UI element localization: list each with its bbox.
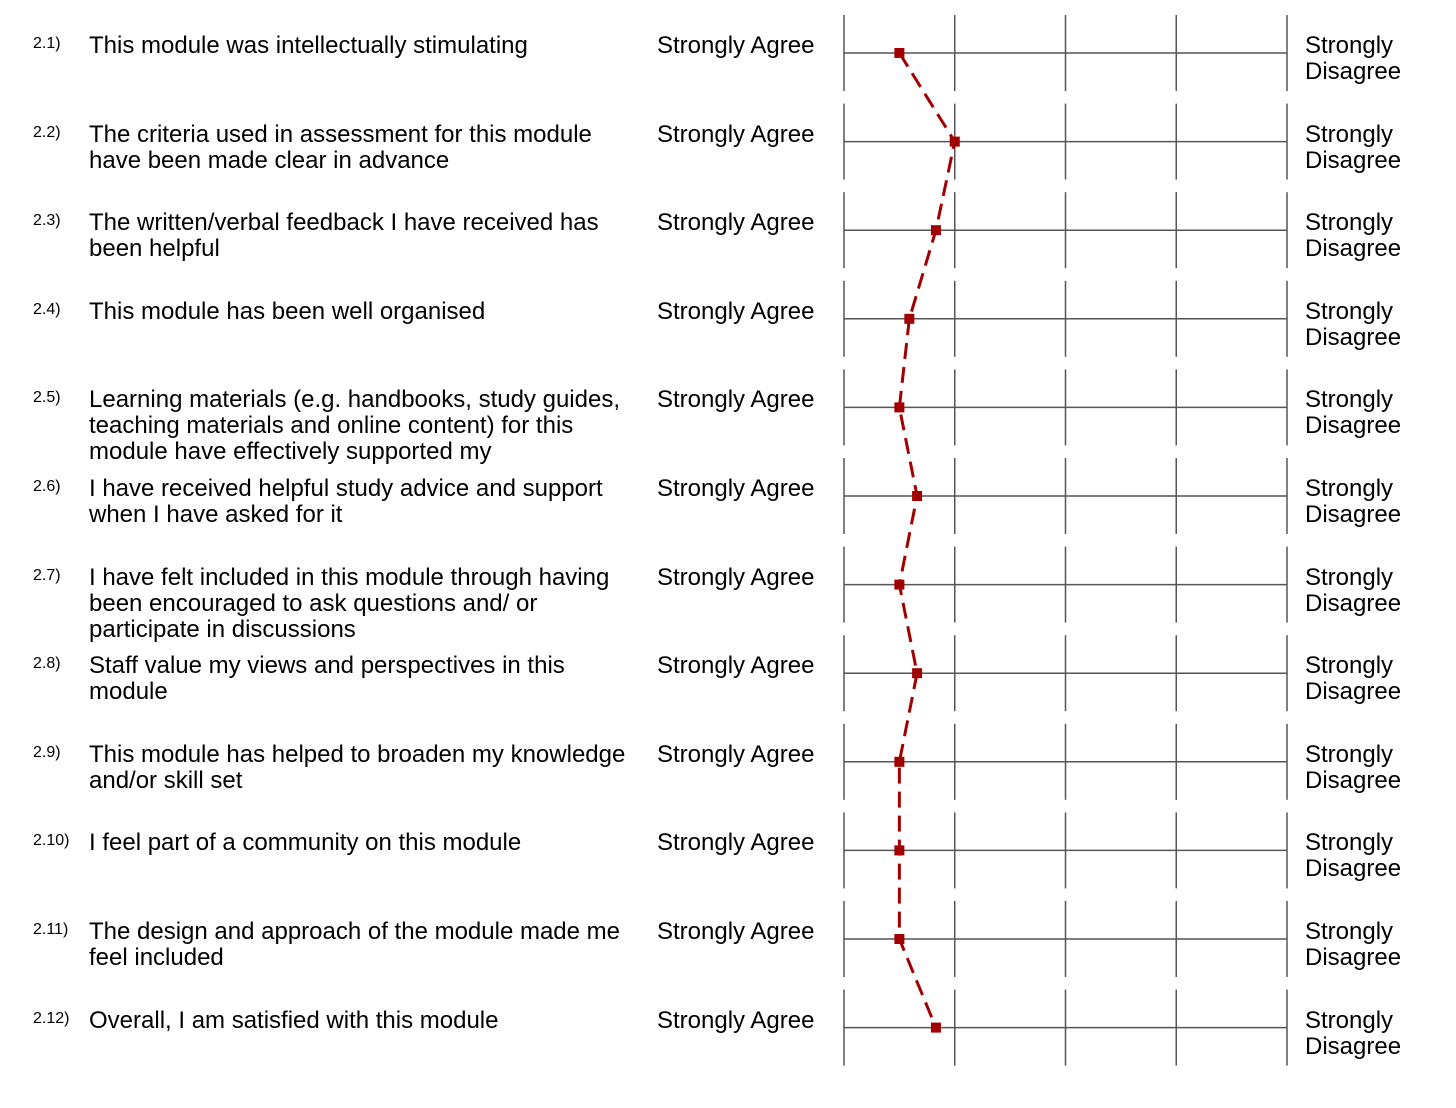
question-text: This module was intellectually stimulating: [89, 32, 528, 59]
scale-right-label: Strongly Disagree: [1305, 918, 1402, 971]
data-point: [894, 402, 904, 412]
question-number: 2.1): [33, 35, 61, 52]
scale-left-label: Strongly Agree: [657, 563, 815, 591]
question-text: The written/verbal feedback I have received has been helpful: [89, 209, 599, 263]
question-text: Learning materials (e.g. handbooks, study guides, teaching materials and online content) for this module have effectively supported my: [89, 386, 620, 466]
scale-right-label: Strongly Disagree: [1305, 120, 1402, 174]
question-text: I have received helpful study advice and support when I have asked for it: [89, 475, 603, 528]
data-point: [904, 314, 914, 324]
question-text: The criteria used in assessment for this module have been made clear in advance: [89, 120, 592, 174]
question-text: Overall, I am satisfied with this module: [89, 1006, 499, 1034]
question-text: Staff value my views and perspectives in this module: [89, 652, 565, 706]
scale-left-label: Strongly Agree: [657, 32, 815, 59]
question-number: 2.5): [33, 389, 61, 407]
scale-left-label: Strongly Agree: [657, 740, 815, 768]
question-number: 2.10): [33, 832, 70, 850]
data-point: [894, 580, 904, 590]
data-point: [950, 137, 960, 147]
scale-left-label: Strongly Agree: [657, 829, 815, 857]
scale-right-label: Strongly Disagree: [1305, 297, 1402, 351]
question-number: 2.8): [33, 655, 61, 673]
data-point: [894, 934, 904, 944]
scale-right-label: Strongly Disagree: [1305, 475, 1402, 528]
question-number: 2.9): [33, 743, 61, 761]
question-text: This module has helped to broaden my knowledge and/or skill set: [89, 740, 626, 794]
data-point: [931, 1023, 941, 1033]
question-number: 2.11): [33, 921, 69, 938]
question-number: 2.2): [33, 123, 61, 141]
scale-left-label: Strongly Agree: [657, 475, 815, 502]
question-number: 2.6): [33, 478, 61, 495]
question-number: 2.12): [33, 1009, 70, 1027]
scale-right-label: Strongly Disagree: [1305, 829, 1402, 883]
data-point: [912, 491, 922, 501]
scale-right-label: Strongly Disagree: [1305, 386, 1402, 440]
question-number: 2.7): [33, 566, 61, 584]
data-point: [894, 48, 904, 58]
scale-left-label: Strongly Agree: [657, 918, 815, 945]
question-text: This module has been well organised: [89, 297, 486, 325]
scale-left-label: Strongly Agree: [657, 652, 815, 680]
scale-right-label: Strongly Disagree: [1305, 32, 1402, 85]
question-number: 2.3): [33, 212, 61, 230]
scale-left-label: Strongly Agree: [657, 209, 815, 237]
scale-right-label: Strongly Disagree: [1305, 740, 1402, 794]
scale-right-label: Strongly Disagree: [1305, 1006, 1402, 1060]
scale-left-label: Strongly Agree: [657, 386, 815, 414]
scale-left-label: Strongly Agree: [657, 1006, 815, 1034]
scale-left-label: Strongly Agree: [657, 120, 815, 148]
scale-right-label: Strongly Disagree: [1305, 652, 1402, 706]
question-text: I feel part of a community on this module: [89, 829, 522, 857]
scale-right-label: Strongly Disagree: [1305, 563, 1402, 617]
series-line: [899, 53, 954, 1028]
data-point: [931, 225, 941, 235]
data-point: [894, 845, 904, 855]
question-text: The design and approach of the module made me feel included: [89, 918, 621, 971]
data-point: [912, 668, 922, 678]
question-text: I have felt included in this module through having been encouraged to ask questions and/ or participate in discussions: [89, 563, 610, 643]
scale-left-label: Strongly Agree: [657, 297, 815, 325]
scale-right-label: Strongly Disagree: [1305, 209, 1402, 263]
data-point: [894, 757, 904, 767]
question-number: 2.4): [33, 300, 61, 318]
